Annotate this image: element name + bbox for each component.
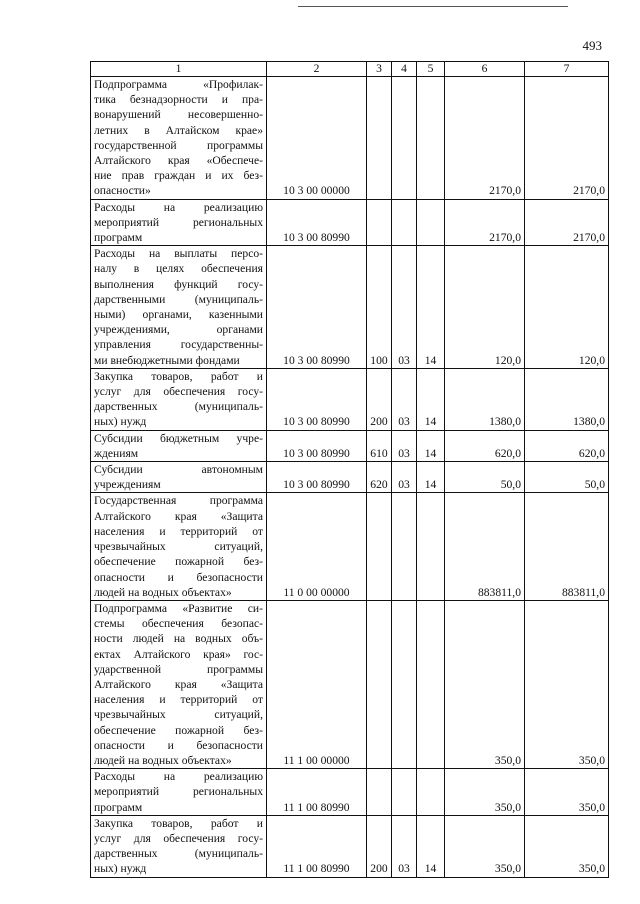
name-line: обеспечение пожарной без- bbox=[94, 723, 263, 737]
expense-type-cell: 200 bbox=[367, 368, 392, 430]
amount-cell: 620,0 bbox=[445, 430, 525, 461]
amount-cell: 2170,0 bbox=[525, 77, 609, 200]
name-line: налу в целях обеспечения bbox=[94, 262, 263, 276]
name-line: населения и территорий от bbox=[94, 524, 263, 538]
table-row bbox=[91, 368, 609, 430]
amount-cell: 350,0 bbox=[525, 769, 609, 816]
page-number: 493 bbox=[582, 38, 602, 53]
row-name-cell bbox=[91, 246, 267, 369]
name-line: опасности» bbox=[94, 184, 151, 198]
amount-cell: 350,0 bbox=[445, 600, 525, 768]
amount-cell: 350,0 bbox=[445, 769, 525, 816]
amount-cell: 1380,0 bbox=[445, 368, 525, 430]
name-line: управления государственны- bbox=[94, 338, 263, 352]
name-line: чрезвычайных ситуаций, bbox=[94, 708, 263, 722]
name-line: программ bbox=[94, 800, 143, 814]
name-line: Расходы на выплаты персо- bbox=[94, 247, 263, 261]
name-line: ности людей на водных объ- bbox=[94, 632, 263, 646]
name-line: Субсидии автономным bbox=[94, 463, 263, 477]
row-name-cell bbox=[91, 769, 267, 816]
name-line: Закупка товаров, работ и bbox=[94, 816, 263, 830]
name-line: Алтайского края «Защита bbox=[94, 677, 263, 691]
amount-cell: 620,0 bbox=[525, 430, 609, 461]
name-line: мероприятий региональных bbox=[94, 785, 263, 799]
name-line: мероприятий региональных bbox=[94, 215, 263, 229]
expense-type-cell: 610 bbox=[367, 430, 392, 461]
name-line: ние прав граждан и их без- bbox=[94, 169, 263, 183]
subsection-cell bbox=[417, 600, 445, 768]
subsection-cell bbox=[417, 493, 445, 600]
name-line: Закупка товаров, работ и bbox=[94, 369, 263, 383]
expense-type-cell bbox=[367, 600, 392, 768]
header-cell: 4 bbox=[392, 62, 417, 77]
name-line: Расходы на реализацию bbox=[94, 200, 263, 214]
code-cell: 10 3 00 80990 bbox=[267, 430, 367, 461]
row-name-cell bbox=[91, 430, 267, 461]
header-cell: 1 bbox=[91, 62, 267, 77]
name-line: летних в Алтайском крае» bbox=[94, 123, 263, 137]
section-cell bbox=[392, 199, 417, 246]
header-cell: 3 bbox=[367, 62, 392, 77]
name-line: Подпрограмма «Профилак- bbox=[94, 78, 263, 91]
amount-cell: 350,0 bbox=[525, 815, 609, 877]
section-cell bbox=[392, 493, 417, 600]
name-line: населения и территорий от bbox=[94, 693, 263, 707]
subsection-cell: 14 bbox=[417, 462, 445, 493]
name-line: услуг для обеспечения госу- bbox=[94, 831, 263, 845]
row-name-cell bbox=[91, 368, 267, 430]
amount-cell: 350,0 bbox=[445, 815, 525, 877]
table-row bbox=[91, 430, 609, 461]
expense-type-cell bbox=[367, 493, 392, 600]
table-row bbox=[91, 77, 609, 200]
subsection-cell bbox=[417, 199, 445, 246]
name-line: Алтайского края «Обеспече- bbox=[94, 154, 263, 168]
name-line: программ bbox=[94, 231, 143, 245]
name-line: ждениям bbox=[94, 446, 139, 460]
name-line: ударственной программы bbox=[94, 662, 263, 676]
row-name-cell bbox=[91, 462, 267, 493]
table-row bbox=[91, 199, 609, 246]
name-line: ных) нужд bbox=[94, 415, 147, 429]
header-cell: 6 bbox=[445, 62, 525, 77]
code-cell: 10 3 00 80990 bbox=[267, 199, 367, 246]
name-line: ными) органами, казенными bbox=[94, 308, 263, 322]
name-line: стемы обеспечения безопас- bbox=[94, 617, 263, 631]
section-cell: 03 bbox=[392, 368, 417, 430]
name-line: Подпрограмма «Развитие си- bbox=[94, 601, 263, 615]
name-line: дарственных (муниципаль- bbox=[94, 400, 263, 414]
table-row bbox=[91, 600, 609, 768]
table-row bbox=[91, 462, 609, 493]
code-cell: 10 3 00 00000 bbox=[267, 77, 367, 200]
code-cell: 11 1 00 00000 bbox=[267, 600, 367, 768]
header-cell: 5 bbox=[417, 62, 445, 77]
row-name-cell bbox=[91, 77, 267, 200]
name-line: Алтайского края «Защита bbox=[94, 509, 263, 523]
header-cell: 7 bbox=[525, 62, 609, 77]
expense-type-cell bbox=[367, 769, 392, 816]
subsection-cell bbox=[417, 769, 445, 816]
name-line: Субсидии бюджетным учре- bbox=[94, 431, 263, 445]
name-line: вонарушений несовершенно- bbox=[94, 108, 263, 122]
name-line: тика безнадзорности и пра- bbox=[94, 93, 263, 107]
name-line: опасности и безопасности bbox=[94, 738, 263, 752]
expense-type-cell: 100 bbox=[367, 246, 392, 369]
name-line: чрезвычайных ситуаций, bbox=[94, 540, 263, 554]
name-line: учреждениями, органами bbox=[94, 323, 263, 337]
expense-type-cell: 620 bbox=[367, 462, 392, 493]
table-row bbox=[91, 815, 609, 877]
amount-cell: 120,0 bbox=[445, 246, 525, 369]
header-cell: 2 bbox=[267, 62, 367, 77]
amount-cell: 2170,0 bbox=[445, 77, 525, 200]
name-line: ми внебюджетными фондами bbox=[94, 353, 240, 367]
name-line: Государственная программа bbox=[94, 494, 263, 508]
name-line: опасности и безопасности bbox=[94, 570, 263, 584]
top-rule bbox=[298, 6, 568, 7]
code-cell: 11 1 00 80990 bbox=[267, 815, 367, 877]
row-name-cell bbox=[91, 199, 267, 246]
subsection-cell: 14 bbox=[417, 368, 445, 430]
amount-cell: 50,0 bbox=[445, 462, 525, 493]
section-cell: 03 bbox=[392, 462, 417, 493]
name-line: людей на водных объектах» bbox=[94, 585, 232, 599]
amount-cell: 883811,0 bbox=[525, 493, 609, 600]
code-cell: 11 0 00 00000 bbox=[267, 493, 367, 600]
budget-table bbox=[90, 61, 609, 878]
name-line: учреждениям bbox=[94, 478, 161, 492]
code-cell: 10 3 00 80990 bbox=[267, 246, 367, 369]
table-row bbox=[91, 493, 609, 600]
code-cell: 10 3 00 80990 bbox=[267, 368, 367, 430]
subsection-cell: 14 bbox=[417, 430, 445, 461]
name-line: ектах Алтайского края» гос- bbox=[94, 647, 263, 661]
amount-cell: 350,0 bbox=[525, 600, 609, 768]
amount-cell: 2170,0 bbox=[445, 199, 525, 246]
section-cell: 03 bbox=[392, 815, 417, 877]
section-cell bbox=[392, 77, 417, 200]
amount-cell: 883811,0 bbox=[445, 493, 525, 600]
code-cell: 10 3 00 80990 bbox=[267, 462, 367, 493]
name-line: услуг для обеспечения госу- bbox=[94, 385, 263, 399]
expense-type-cell bbox=[367, 77, 392, 200]
name-line: обеспечение пожарной без- bbox=[94, 555, 263, 569]
header-row bbox=[91, 62, 609, 77]
subsection-cell bbox=[417, 77, 445, 200]
expense-type-cell: 200 bbox=[367, 815, 392, 877]
subsection-cell: 14 bbox=[417, 246, 445, 369]
amount-cell: 1380,0 bbox=[525, 368, 609, 430]
amount-cell: 2170,0 bbox=[525, 199, 609, 246]
section-cell: 03 bbox=[392, 246, 417, 369]
name-line: ных) нужд bbox=[94, 862, 147, 876]
section-cell bbox=[392, 600, 417, 768]
section-cell bbox=[392, 769, 417, 816]
name-line: людей на водных объектах» bbox=[94, 753, 232, 767]
code-cell: 11 1 00 80990 bbox=[267, 769, 367, 816]
name-line: дарственными (муниципаль- bbox=[94, 292, 263, 306]
name-line: Расходы на реализацию bbox=[94, 770, 263, 784]
table-row bbox=[91, 246, 609, 369]
subsection-cell: 14 bbox=[417, 815, 445, 877]
section-cell: 03 bbox=[392, 430, 417, 461]
name-line: государственной программы bbox=[94, 138, 263, 152]
name-line: дарственных (муниципаль- bbox=[94, 847, 263, 861]
amount-cell: 50,0 bbox=[525, 462, 609, 493]
amount-cell: 120,0 bbox=[525, 246, 609, 369]
row-name-cell bbox=[91, 815, 267, 877]
row-name-cell bbox=[91, 493, 267, 600]
expense-type-cell bbox=[367, 199, 392, 246]
table-row bbox=[91, 769, 609, 816]
name-line: выполнения функций госу- bbox=[94, 277, 263, 291]
row-name-cell bbox=[91, 600, 267, 768]
